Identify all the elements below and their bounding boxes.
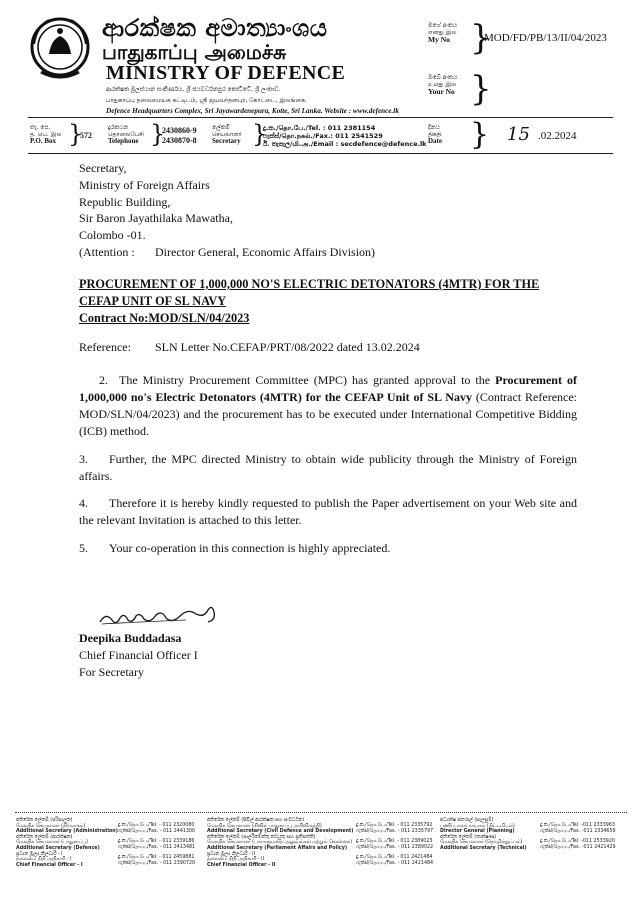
reference-value: SLN Letter No.CEFAP/PRT/08/2022 dated 13.02.2024 xyxy=(155,340,420,354)
sri-lanka-emblem-icon xyxy=(29,14,91,84)
footer-col-1: අතිරේක ලේකම් (පරිපාලන) மேலதிக செயலாளர் (நிர்வாகம்) Additional Secretary (Administration) අතිරේක ලේකම් (ආරක්ෂක) மேலதிக செயலாளர் (பாதுகாப்பு) Additional Secretary (Defence) ප්‍රධාන මූල්‍ය නිලධාරී - I தலைமை நிதி அதிகாரி - I Chief Financial Officer - I xyxy=(16,818,118,868)
your-no-label-group: ඔබේ අංකය உமது இல Your No xyxy=(428,74,458,96)
subject-line-1: PROCUREMENT OF 1,000,000 NO'S ELECTRIC DETONATORS (4MTR) FOR THE xyxy=(79,277,540,291)
signatory-title: Chief Financial Officer I xyxy=(79,648,198,662)
reference-label: Reference: xyxy=(79,340,131,354)
pobox-label-group: තැ. පෙ. த. பெ. இல P.O. Box xyxy=(30,124,62,145)
signatory-name: Deepika Buddadasa xyxy=(79,631,182,645)
footer-col-3: අතිරේක ලේකම් (සිවිල් ආරක්ෂක සහ සංවර්ධන) மேலதிக செயலாளர் (சிவில் பாதுகாப்பு அபிவிருத்தி) Additional Secretary (Civil Defence and Development) අතිරේක ලේකම් (පාර්ලිමේන්තු කටයුතු සහ ප්‍රතිපත්ති) மேலதிக செயலாளர் (பாராளுமன்ற அலுவல்கள் மற்றும் கொள்கை) Additional Secretary (Parliament Affairs and Policy) ප්‍රධාන මූල්‍ය නිලධාරී - II தலைமை நிதி அதிகாரி - II Chief Financial Officer - II xyxy=(207,818,354,868)
date-value: .02.2024 xyxy=(538,130,577,142)
attention-line xyxy=(79,245,375,260)
ministry-name-sinhala: ආරක්ෂක අමාත්‍යාංශය xyxy=(102,14,328,42)
paragraph-4 xyxy=(79,495,577,529)
footer-col-6: දු.ක./தொ.பே./Tel. -011 2333963 ෆැක්ස්/தொ.ந./Fax. -011 2334659 දු.ක./தொ.பே./Tel. -011 2533920 ෆැක්ස්/தொ.ந./Fax. -011 2421429 xyxy=(540,823,616,850)
paragraph-5 xyxy=(79,540,577,557)
paragraph-text: (Contract Reference: MOD/SLN/04/2023) and the procurement has to be executed under International Competitive Bidding (ICB) method. xyxy=(79,390,578,438)
recipient-line: Secretary, xyxy=(79,161,127,175)
date-handwritten: 15 xyxy=(507,124,530,145)
paragraph-text: Further, the MPC directed Ministry to obtain wide publicity through the Ministry of Foreign affairs. xyxy=(79,452,577,483)
contract-number: Contract No:MOD/SLN/04/2023 xyxy=(79,311,250,325)
recipient-line: Republic Building, xyxy=(79,195,171,209)
address-tamil: பாதுகாப்பு தலைமையக கட்டிடம், ஸ்ரீ ஜயவர்தனபுர, கோட்டை, இலங்கை. xyxy=(106,97,307,104)
secretary-fax: ෆැක්ස්/தொ.நகல்./Fax.: 011 2541529 xyxy=(263,132,383,140)
brace: } xyxy=(470,117,490,152)
divider xyxy=(28,153,613,154)
my-no-label-group: මගේ අංකය எனது இல My No xyxy=(428,22,458,44)
footer-col-5: අධ්‍යක්ෂ ජනරාල් (සැලසුම්) பணிப்பாளர் நாயகம் (திட்டமிடல்) Director General (Planning) අතිරේක ලේකම් (තාක්ෂණ) மேலதிக செயலாளர் (தொழில்நுட்பம்) Additional Secretary (Technical) xyxy=(440,818,527,851)
telephone-2: 2430870-8 xyxy=(162,136,197,145)
recipient-line: Colombo -01. xyxy=(79,228,146,242)
divider xyxy=(28,117,613,118)
paragraph-text: The Ministry Procurement Committee (MPC) has granted approval to the xyxy=(119,373,496,387)
reference-line xyxy=(79,340,420,355)
secretary-email: ඊ. තැපැල/மி.அ./Email : secdefence@defence.lk xyxy=(263,140,427,148)
brace: } xyxy=(150,120,166,148)
ministry-name-english: MINISTRY OF DEFENCE xyxy=(106,62,346,84)
footer-col-2: දු.ක./தொ.பே./Tel. - 011 2320080 ෆැක්ස්/தொ.ந./Fax. - 011 2441300 දු.ක./தொ.பே./Tel. - 011 2339186 ෆැක්ස්/தொ.ந./Fax. - 011 2413481 දු.ක./தொ.பே./Tel. - 011 2459881 ෆැක්ස්/தொ.ந./Fax. - 011 2390720 xyxy=(118,823,196,866)
footer-col-4: දු.ක./தொ.பே./Tel. - 011 2335792 ෆැක්ස්/தொ.ந./Fax. - 011 2335797 දු.ක./தொ.பே./Tel. - 011 2389023 ෆැක්ස්/தொ.ந./Fax. - 011 2389022 දු.ක./தொ.பே./Tel. - 011 2421484 ෆැක්ස්/தொ.ந./Fax. - 011 2421484 xyxy=(356,823,434,866)
ministry-name-tamil: பாதுகாப்பு அமைச்சு xyxy=(102,40,287,64)
paragraph-number: 5. xyxy=(79,541,88,555)
recipient-line: Sir Baron Jayathilaka Mawatha, xyxy=(79,211,233,225)
recipient-line: Ministry of Foreign Affairs xyxy=(79,178,210,192)
attention-value: Director General, Economic Affairs Division) xyxy=(155,245,376,259)
footer-divider xyxy=(15,812,627,813)
brace: } xyxy=(252,120,268,148)
telephone-1: 2430860-9 xyxy=(162,126,197,135)
address-sinhala: ආරක්ෂක මූලස්ථාන සංකීර්ණය, ශ්‍රී ජයවර්ධනපුර කෝට්ටේ, ශ්‍රී ලංකාව. xyxy=(106,86,281,93)
brace: } xyxy=(470,69,492,109)
paragraph-number: 4. xyxy=(79,496,88,510)
brace: } xyxy=(470,18,492,58)
my-no-value: MOD/FD/PB/13/II/04/2023 xyxy=(484,32,607,44)
pobox-value: 572 xyxy=(80,131,92,140)
date-label-group: දිනය திகதி Date xyxy=(428,124,442,145)
paragraph-3 xyxy=(79,451,577,485)
secretary-label-group: ලේකම් செயலாளர் Secretary xyxy=(212,124,242,145)
secretary-tel: දු.ක./தொ.பே./Tel. : 011 2381154 xyxy=(263,124,376,132)
subject-line-2: CEFAP UNIT OF SL NAVY xyxy=(79,294,227,308)
brace: } xyxy=(68,120,84,148)
secretary-contacts xyxy=(263,124,427,148)
signatory-for: For Secretary xyxy=(79,665,144,679)
paragraph-text: Your co-operation in this connection is highly appreciated. xyxy=(109,541,391,555)
attention-label: (Attention : xyxy=(79,245,135,259)
telephone-label-group: දුරකථන தொலைபேசி Telephone xyxy=(108,124,144,145)
paragraph-number: 2. xyxy=(99,373,108,387)
paragraph-2 xyxy=(79,372,577,440)
handwritten-signature xyxy=(96,600,226,630)
paragraph-text: Therefore it is hereby kindly requested to publish the Paper advertisement on your Web site and the relevant Invitation is attached to this letter. xyxy=(79,496,577,527)
paragraph-bold-text: Procurement of 1,000,000 no's Electric Detonators (4MTR) for the CEFAP Unit of SL Navy xyxy=(79,373,577,404)
address-english: Defence Headquarters Complex, Sri Jayawardenepura, Kotte, Sri Lanka. Website : www.defence.lk xyxy=(106,107,399,115)
paragraph-number: 3. xyxy=(79,452,88,466)
